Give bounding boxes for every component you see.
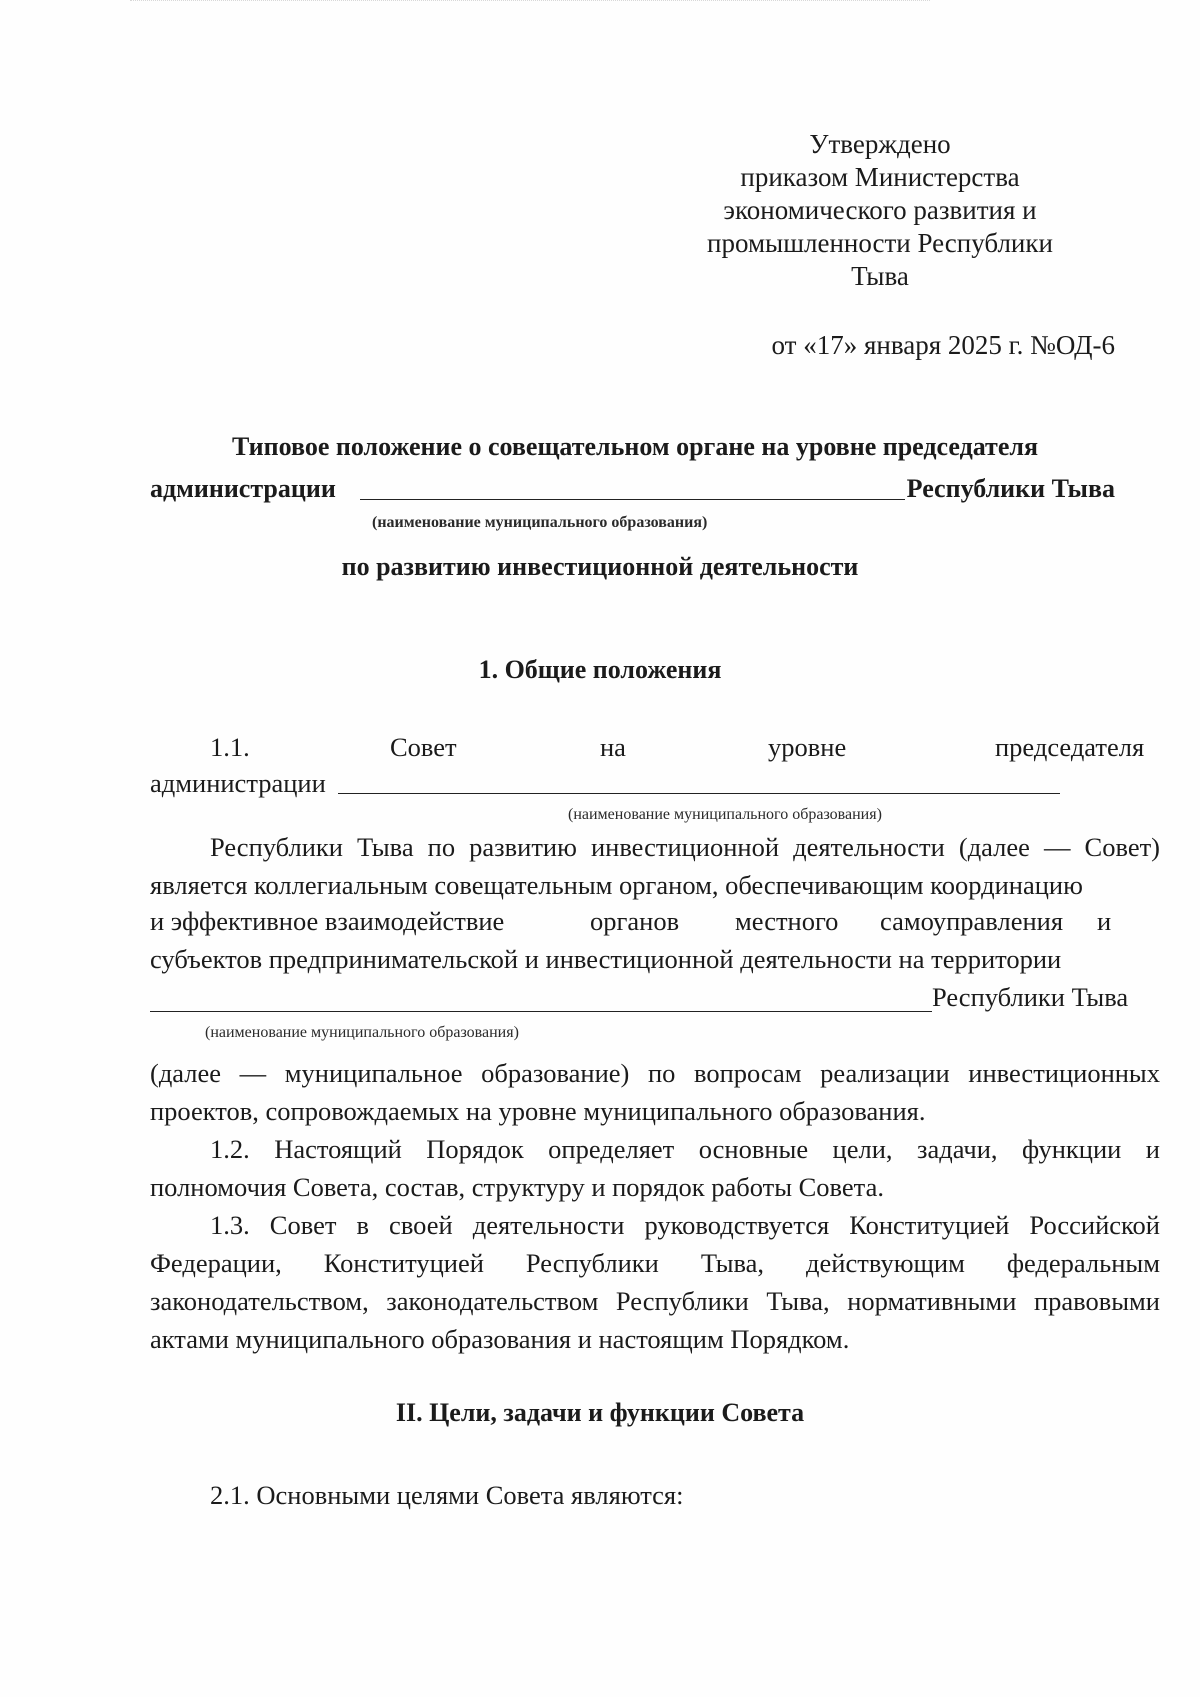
municipality-blank-2 bbox=[150, 1011, 932, 1012]
p11-line-word-4: самоуправления bbox=[880, 906, 1064, 936]
p11-republic: Республики Тыва bbox=[932, 982, 1129, 1012]
p12-text: 1.2. Настоящий Порядок определяет основные цели, задачи, функции и полномочия Совета, состав, структуру и порядок работы Совета. bbox=[150, 1134, 1160, 1202]
order-date: от «17» января 2025 г. №ОД-6 bbox=[771, 330, 1115, 360]
approval-line-4: промышленности Республики bbox=[707, 228, 1053, 258]
p11-admin: администрации bbox=[150, 768, 326, 798]
p11-word-4: уровне bbox=[768, 732, 847, 762]
p11-text-3: (далее — муниципальное образование) по вопросам реализации инвестиционных проектов, сопровождаемых на уровне муниципального образования. bbox=[150, 1058, 1160, 1126]
document-title-line3: по развитию инвестиционной деятельности bbox=[341, 552, 859, 581]
p11-word-3: на bbox=[600, 732, 626, 762]
blank-caption-2: (наименование муниципального образования) bbox=[205, 1024, 519, 1041]
blank-caption-1: (наименование муниципального образования) bbox=[568, 806, 882, 823]
p11-line-word-3: местного bbox=[735, 906, 839, 936]
approval-line-1: Утверждено bbox=[809, 129, 951, 159]
p11-line-word-5: и bbox=[1097, 906, 1112, 936]
p11-word-1: 1.1. bbox=[210, 732, 250, 762]
p11-word-5: председателя bbox=[995, 732, 1145, 762]
document-title-republic: Республики Тыва bbox=[906, 474, 1115, 503]
document-title-admin: администрации bbox=[150, 474, 336, 503]
section-1-heading: 1. Общие положения bbox=[478, 655, 722, 684]
p21-text: 2.1. Основными целями Совета являются: bbox=[210, 1480, 684, 1510]
scan-artifact bbox=[130, 0, 930, 5]
p11-line-word-2: органов bbox=[590, 906, 680, 936]
approval-block bbox=[690, 128, 1070, 293]
p11-text-1: Республики Тыва по развитию инвестиционной деятельности (далее — Совет) является коллегиальным совещательным органом, обеспечивающим координацию bbox=[150, 832, 1160, 900]
municipality-blank-title bbox=[360, 499, 905, 500]
approval-line-3: экономического развития и bbox=[723, 195, 1037, 225]
municipality-blank-1 bbox=[338, 793, 1060, 794]
section-2-heading: II. Цели, задачи и функции Совета bbox=[395, 1398, 805, 1427]
p11-line-word-1: и эффективное взаимодействие bbox=[150, 906, 505, 936]
approval-line-2: приказом Министерства bbox=[740, 162, 1020, 192]
approval-line-5: Тыва bbox=[851, 261, 909, 291]
p11-text-2: субъектов предпринимательской и инвестиционной деятельности на территории bbox=[150, 944, 1062, 974]
title-blank-caption: (наименование муниципального образования) bbox=[372, 514, 708, 531]
document-title-line1: Типовое положение о совещательном органе на уровне председателя bbox=[231, 432, 1039, 461]
p13-text: 1.3. Совет в своей деятельности руководствуется Конституцией Российской Федерации, Конституцией Республики Тыва, действующим федеральным законодательством, законодательством Республики Тыва, нормативными правовыми актами муниципального образования и настоящим Порядком. bbox=[150, 1210, 1160, 1354]
p11-word-2: Совет bbox=[390, 732, 457, 762]
